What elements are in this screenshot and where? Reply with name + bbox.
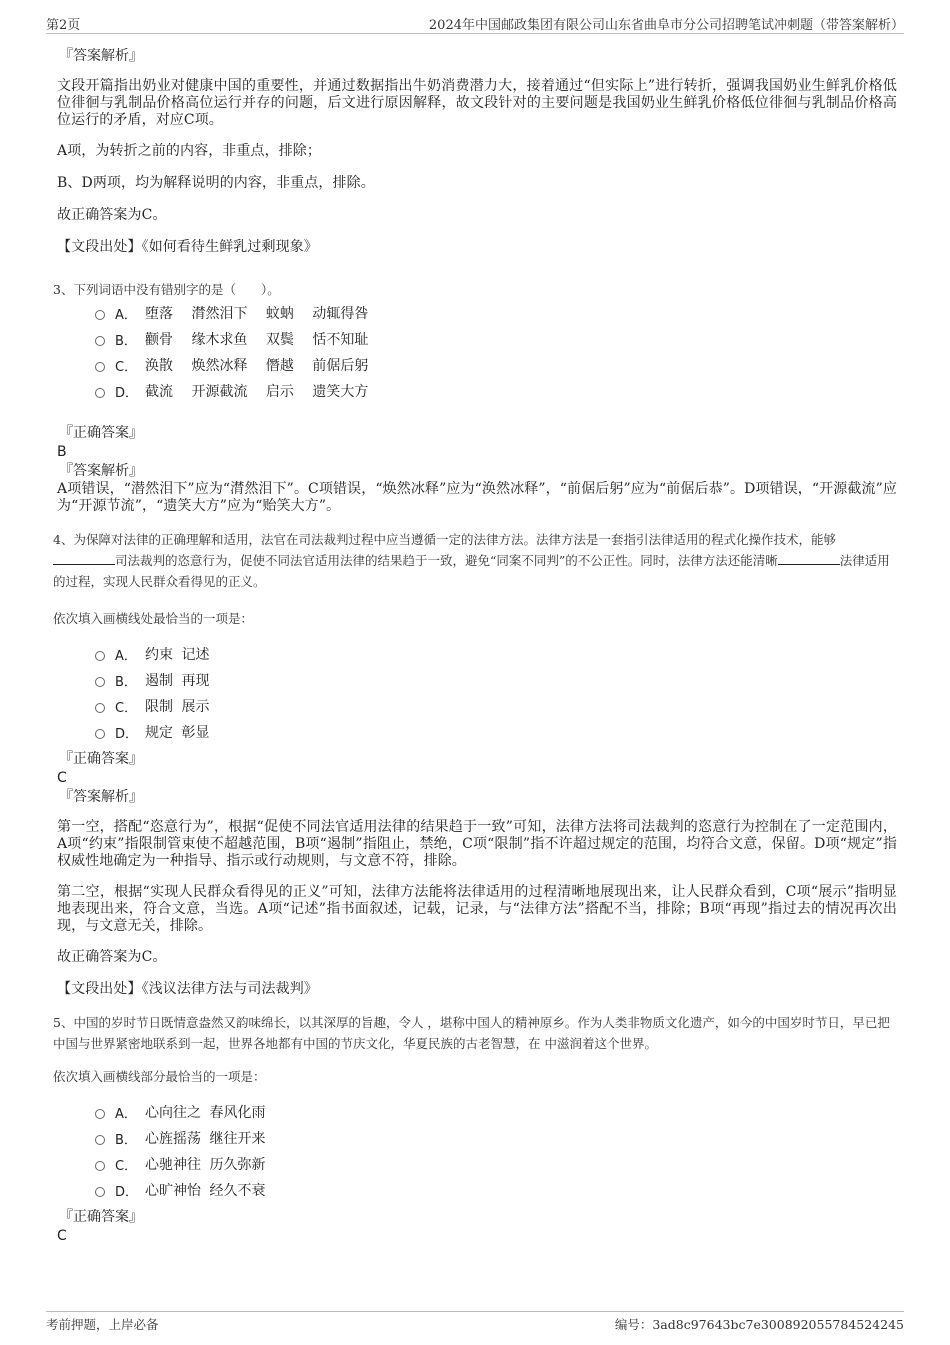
q4-prompt: 依次填入画横线处最恰当的一项是：	[53, 611, 254, 626]
document-title: 2024年中国邮政集团有限公司山东省曲阜市分公司招聘笔试冲刺题（带答案解析）	[428, 18, 904, 33]
q2-analysis-para-1: 文段开篇指出奶业对健康中国的重要性，并通过数据指出牛奶消费潜力大，接着通过“但实际上”进行转折，强调我国奶业生鲜乳价格低位徘徊与乳制品价格高位运行并存的问题，后文进行原因解释，故文段针对的主要问题是我国奶业生鲜乳价格低位徘徊与乳制品价格高位运行的矛盾，对应C项。	[57, 78, 897, 128]
option-letter: B．	[115, 674, 137, 690]
q3-answer-tag: 『正确答案』	[59, 425, 143, 441]
q5-option-c[interactable]	[95, 1151, 897, 1177]
radio-icon[interactable]	[95, 362, 105, 372]
q2-analysis-tag: 『答案解析』	[59, 48, 143, 64]
blank-line	[53, 553, 115, 565]
q3-analysis-tag: 『答案解析』	[59, 463, 143, 479]
q4-analysis-para-2: 第二空，根据“实现人民群众看得见的正义”可知，法律方法能将法律适用的过程清晰地展现出来，让人民群众看到，C项“展示”指明显地表现出来，符合文意，当选。A项“记述”指书面叙述，记载，记录，与“法律方法”搭配不当，排除；B项“再现”指过去的情况再次出现，与文意无关，排除。	[57, 884, 897, 934]
q4-answer-tag: 『正确答案』	[59, 751, 143, 767]
q3-option-d[interactable]	[95, 378, 897, 404]
option-letter: C．	[115, 1158, 138, 1174]
radio-icon[interactable]	[95, 1109, 105, 1119]
radio-icon[interactable]	[95, 310, 105, 320]
q4-answer: C	[57, 770, 67, 786]
option-text: 心旌摇荡 继往开来	[145, 1131, 266, 1147]
radio-icon[interactable]	[95, 703, 105, 713]
radio-icon[interactable]	[95, 1161, 105, 1171]
q4-analysis-tag: 『答案解析』	[59, 789, 143, 805]
q4-source: 【文段出处】《浅议法律方法与司法裁判》	[57, 981, 318, 997]
q5-prompt: 依次填入画横线部分最恰当的一项是：	[53, 1069, 266, 1084]
q4-question-part-2: 司法裁判的恣意行为，促使不同法官适用法律的结果趋于一致，避免“同案不同判”的不公正性。同时，法律方法还能清晰	[115, 553, 778, 568]
q3-option-c[interactable]	[95, 352, 897, 378]
option-letter: C．	[115, 359, 138, 375]
q4-question	[53, 529, 897, 592]
q4-option-a[interactable]	[95, 641, 897, 667]
q2-source: 【文段出处】《如何看待生鲜乳过剩现象》	[57, 239, 318, 255]
q5-option-d[interactable]	[95, 1177, 897, 1203]
document-id: 编号：3ad8c97643bc7e300892055784524245	[614, 1317, 904, 1332]
option-text: 规定 彰显	[145, 725, 210, 741]
q5-answer: C	[57, 1228, 67, 1244]
radio-icon[interactable]	[95, 729, 105, 739]
option-letter: A．	[115, 648, 137, 664]
q3-options	[95, 300, 897, 404]
q4-question-part-1: 4、为保障对法律的正确理解和适用，法官在司法裁判过程中应当遵循一定的法律方法。法律方法是一套指引法律适用的程式化操作技术，能够	[53, 532, 836, 547]
page-header	[46, 14, 904, 34]
q4-option-b[interactable]	[95, 667, 897, 693]
q4-analysis-para-1: 第一空，搭配“恣意行为”，根据“促使不同法官适用法律的结果趋于一致”可知，法律方法将司法裁判的恣意行为控制在了一定范围内，A项“约束”指限制管束使不超越范围，B项“遏制”指阻止，禁绝，C项“限制”指不许超过规定的范围，均符合文意，保留。D项“规定”指权威性地确定为一种指导、指示或行动规则，与文意不符，排除。	[57, 819, 897, 869]
option-text: 限制 展示	[145, 699, 210, 715]
option-text: 截流 开源截流 启示 遗笑大方	[145, 384, 369, 400]
option-letter: C．	[115, 700, 138, 716]
radio-icon[interactable]	[95, 388, 105, 398]
option-letter: A．	[115, 1106, 137, 1122]
option-text: 涣散 焕然冰释 僭越 前倨后躬	[145, 358, 369, 374]
option-letter: D．	[115, 1184, 139, 1200]
q5-answer-tag: 『正确答案』	[59, 1209, 143, 1225]
radio-icon[interactable]	[95, 677, 105, 687]
radio-icon[interactable]	[95, 336, 105, 346]
q5-options	[95, 1099, 897, 1203]
option-text: 遏制 再现	[145, 673, 210, 689]
option-text: 约束 记述	[145, 647, 210, 663]
radio-icon[interactable]	[95, 651, 105, 661]
q3-option-a[interactable]	[95, 300, 897, 326]
option-text: 心旷神怡 经久不衰	[145, 1183, 266, 1199]
q5-option-a[interactable]	[95, 1099, 897, 1125]
page-number: 第2页	[46, 18, 81, 33]
q2-conclusion: 故正确答案为C。	[57, 207, 167, 223]
radio-icon[interactable]	[95, 1135, 105, 1145]
option-letter: B．	[115, 1132, 137, 1148]
footer-slogan: 考前押题，上岸必备	[46, 1317, 159, 1332]
page-footer	[46, 1311, 904, 1335]
q4-option-c[interactable]	[95, 693, 897, 719]
q4-options	[95, 641, 897, 745]
option-text: 堕落 潸然泪下 蚊蚋 动辄得咎	[145, 306, 369, 322]
option-text: 心驰神往 历久弥新	[145, 1157, 266, 1173]
blank-line	[778, 553, 840, 565]
q5-question: 5、中国的岁时节日既情意盎然又韵味绵长，以其深厚的旨趣，令人 ，堪称中国人的精神原乡。作为人类非物质文化遗产，如今的中国岁时节日，早已把中国与世界紧密地联系到一起，世界各地都有中国的节庆文化，华夏民族的古老智慧，在 中滋润着这个世界。	[53, 1015, 890, 1051]
option-text: 心向往之 春风化雨	[145, 1105, 266, 1121]
q3-option-b[interactable]	[95, 326, 897, 352]
option-letter: D．	[115, 385, 139, 401]
q3-analysis: A项错误，“潜然泪下”应为“潸然泪下”。C项错误，“焕然冰释”应为“涣然冰释”，“前倨后躬”应为“前倨后恭”。D项错误，“开源截流”应为“开源节流”，“遗笑大方”应为“贻笑大方”。	[57, 481, 897, 514]
option-letter: A．	[115, 307, 137, 323]
q2-analysis-para-3: B、D两项，均为解释说明的内容，非重点，排除。	[57, 175, 375, 191]
q5-option-b[interactable]	[95, 1125, 897, 1151]
radio-icon[interactable]	[95, 1187, 105, 1197]
option-text: 颧骨 缘木求鱼 双鬓 恬不知耻	[145, 332, 369, 348]
q4-conclusion: 故正确答案为C。	[57, 949, 167, 965]
q2-analysis-para-2: A项，为转折之前的内容，非重点，排除；	[57, 143, 322, 159]
page-content	[53, 46, 897, 1245]
option-letter: B．	[115, 333, 137, 349]
q4-question-part-3: 法律适用的过程，实现人民群众看得见的正义。	[53, 553, 890, 589]
q3-question: 3、下列词语中没有错别字的是（ ）。	[53, 282, 280, 297]
option-letter: D．	[115, 726, 139, 742]
q3-answer: B	[57, 444, 67, 460]
q4-option-d[interactable]	[95, 719, 897, 745]
